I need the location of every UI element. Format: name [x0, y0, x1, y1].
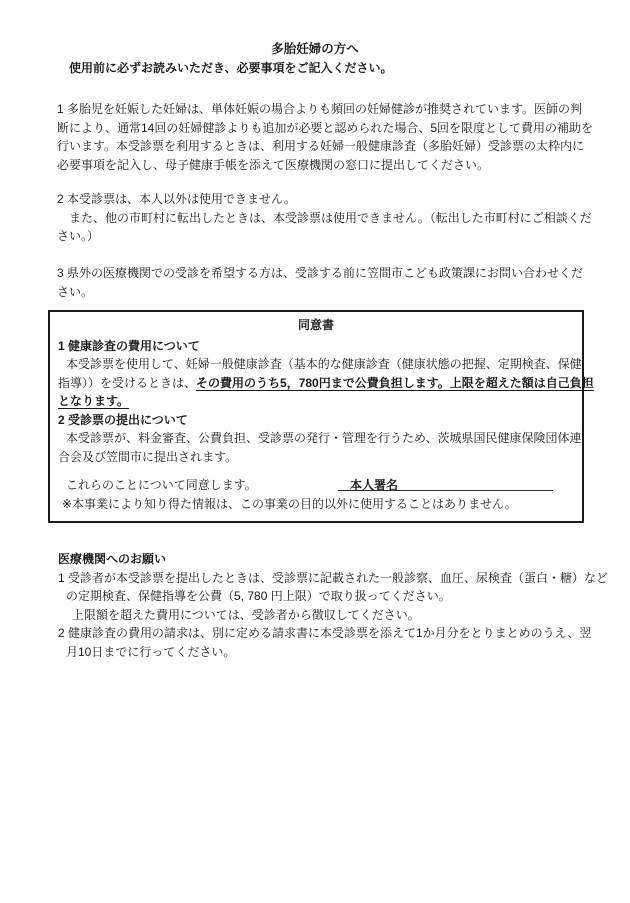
text-line: 行います。本受診票を利用するときは、利用する妊婦一般健康診査（多胎妊婦）受診票の太枠内に	[57, 139, 585, 153]
signature-label: 本人署名	[350, 478, 399, 492]
page-subtitle: 使用前に必ずお読みいただき、必要事項をご記入ください。	[69, 61, 393, 75]
consent-section2-heading: 2 受診票の提出について	[58, 412, 188, 427]
spacer	[50, 466, 582, 476]
text-line: さい。）	[57, 229, 100, 243]
agreement-text: これらのことについて同意します。	[66, 478, 257, 492]
text-line	[58, 374, 594, 393]
signature-line[interactable]	[338, 476, 553, 491]
medical-institution-request-section	[58, 550, 609, 661]
text-line: 上限額を超えた費用については、受診者から徴収してください。	[72, 607, 420, 622]
text-line: 2 健康診査の費用の請求は、別に定める請求書に本受診票を添えて1か月分をとりまとめのうえ、翌	[58, 626, 592, 640]
text-line: 合会及び笠間市に提出されます。	[58, 449, 238, 464]
text-line: 本受診票が、料金審査、公費負担、受診票の発行・管理を行うため、茨城県国民健康保険団体連	[66, 431, 582, 445]
emphasized-text: その費用のうち5，780円まで公費負担します。上限を超えた額は自己負担	[196, 375, 594, 390]
intro-paragraph-1	[57, 100, 594, 174]
intro-paragraph-3	[57, 264, 590, 301]
consent-title: 同意書	[297, 318, 334, 332]
text-line: 2 本受診票は、本人以外は使用できません。	[57, 192, 296, 206]
privacy-note: ※本事業により知り得た情報は、この事業の目的以外に使用することはありません。	[62, 496, 517, 511]
text-line: また、他の市町村に転出したときは、本受診票は使用できません。（転出した市町村にご相談くだ	[69, 210, 592, 225]
request-heading: 医療機関へのお願い	[58, 552, 167, 566]
consent-form-content	[50, 312, 594, 513]
text-line: さい。	[57, 284, 94, 299]
consent-form-box	[48, 310, 594, 523]
text-line: の定期検査、保健指導を公費（5, 780 円上限）で取り扱ってください。	[66, 589, 451, 603]
intro-paragraph-2	[57, 190, 590, 246]
text-line: 1 受診者が本受診票を提出したときは、受診票に記載された一般診察、血圧、尿検査（蛋白・糖）など	[58, 570, 609, 585]
text-line: 月10日までに行ってください。	[66, 644, 236, 659]
text-segment: 指導））を受けるときは、	[58, 375, 197, 390]
page-title: 多胎妊婦の方へ	[271, 42, 359, 56]
text-line: 1 多胎児を妊娠した妊婦は、単体妊娠の場合よりも頻回の妊婦健診が推奨されています。医師の判	[57, 102, 583, 116]
emphasized-text: となります。	[58, 394, 130, 408]
consent-section1-heading: 1 健康診査の費用について	[58, 338, 200, 353]
consent-agreement-row	[50, 476, 582, 495]
text-line: 本受診票を使用して、妊婦一般健康診査（基本的な健康診査（健康状態の把握、定期検査、保健	[66, 357, 582, 371]
text-line	[58, 392, 582, 411]
text-line: 断により、通常14回の妊婦健診よりも追加が必要と認められた場合、5回を限度として費用の補助を	[57, 120, 594, 135]
text-line: 必要事項を記入し、母子健康手帳を添えて医療機関の窓口に提出してください。	[57, 157, 490, 172]
text-line: 3 県外の医療機関での受診を希望する方は、受診する前に笠間市こども政策課にお問い合わせくだ	[57, 266, 584, 280]
